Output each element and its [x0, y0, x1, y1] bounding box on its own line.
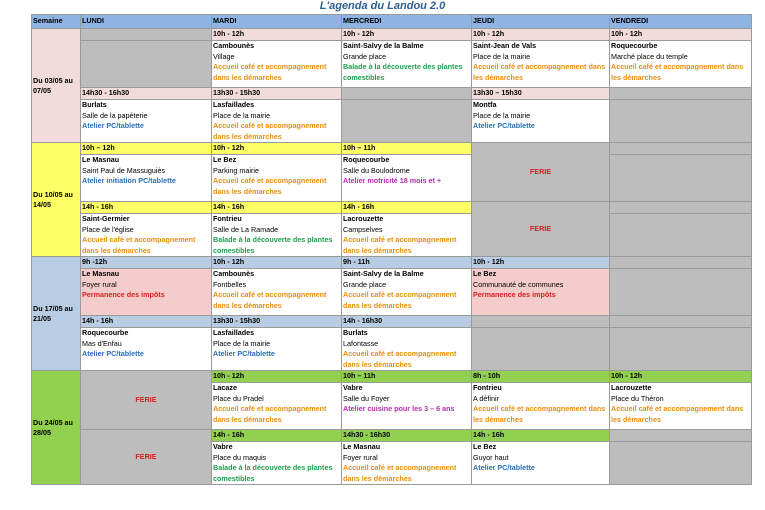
event-cell [81, 100, 212, 143]
time-slot: 10h - 12h [212, 257, 342, 269]
event-place: Mas d'Enfau [82, 338, 122, 348]
time-slot: 10h - 12h [212, 29, 342, 41]
event-cell [342, 214, 472, 257]
column-header-lundi: LUNDI [81, 15, 212, 29]
event-activity: Accueil café et accompagnement dans les démarches [213, 121, 327, 141]
time-slot: 10h – 12h [81, 143, 212, 155]
event-place: Place de la mairie [213, 110, 271, 120]
event-activity: Permanence des impôts [82, 290, 165, 299]
event-row [32, 155, 752, 202]
header-row [32, 15, 752, 29]
event-location: Saint-Jean de Vals [473, 41, 537, 50]
event-location: Le Masnau [343, 442, 381, 451]
event-activity: Atelier PC/tablette [473, 121, 535, 130]
event-activity: Balade à la découverte des plantes comestibles [343, 62, 463, 82]
event-location: Saint-Salvy de la Balme [343, 41, 424, 50]
agenda-table [31, 14, 752, 485]
time-row [32, 371, 752, 383]
week-label: Du 03/05 au 07/05 [32, 29, 81, 143]
time-slot [610, 202, 752, 214]
event-location: Montfa [473, 100, 497, 109]
page-title: L'agenda du Landou 2.0 [319, 0, 446, 12]
event-place: Grande place [343, 279, 387, 289]
event-cell [212, 155, 342, 202]
time-slot [472, 316, 610, 328]
event-place: Place de l'église [82, 224, 134, 234]
time-slot: 10h - 12h [342, 29, 472, 41]
event-cell [472, 383, 610, 430]
time-slot [610, 143, 752, 155]
event-cell [212, 383, 342, 430]
week-label: Du 24/05 au 28/05 [32, 371, 81, 485]
event-cell [342, 328, 472, 371]
event-location: Lacrouzette [343, 214, 384, 223]
empty-slot [610, 155, 752, 202]
time-slot: 10h – 11h [342, 371, 472, 383]
event-place: Place du maquis [213, 452, 267, 462]
event-place: Foyer rural [343, 452, 378, 462]
time-row [32, 29, 752, 41]
time-slot: 14h - 16h [342, 202, 472, 214]
time-slot: 10h - 12h [472, 29, 610, 41]
event-place: A définir [473, 393, 499, 403]
time-slot: 9h -12h [81, 257, 212, 269]
event-activity: Atelier PC/tablette [473, 463, 535, 472]
event-activity: Accueil café et accompagnement dans les démarches [611, 62, 744, 82]
time-row [32, 316, 752, 328]
time-slot: 10h - 12h [212, 143, 342, 155]
time-slot: 13h30 – 15h30 [472, 88, 610, 100]
event-cell [212, 442, 342, 485]
time-slot: 10h - 12h [472, 257, 610, 269]
time-slot [610, 88, 752, 100]
event-place: Lafontasse [343, 338, 379, 348]
empty-slot [610, 442, 752, 485]
event-row [32, 328, 752, 371]
event-location: Le Masnau [82, 155, 120, 164]
event-location: Fontrieu [213, 214, 242, 223]
event-cell [610, 41, 752, 88]
empty-slot [610, 214, 752, 257]
event-place: Foyer rural [82, 279, 117, 289]
event-cell [342, 442, 472, 485]
event-place: Salle du Boulodrome [343, 165, 410, 175]
time-slot [610, 316, 752, 328]
event-place: Saint Paul de Massuguiès [82, 165, 166, 175]
time-slot: 10h - 12h [610, 29, 752, 41]
event-place: Grande place [343, 51, 387, 61]
event-row [32, 41, 752, 88]
event-cell [81, 214, 212, 257]
event-activity: Balade à la découverte des plantes comestibles [213, 463, 333, 483]
event-location: Le Bez [213, 155, 237, 164]
time-row [32, 202, 752, 214]
event-location: Vabre [213, 442, 233, 451]
event-activity: Accueil café et accompagnement dans les démarches [213, 404, 327, 424]
event-activity: Atelier initiation PC/tablette [82, 176, 176, 185]
event-activity: Accueil café et accompagnement dans les démarches [611, 404, 744, 424]
empty-slot [342, 100, 472, 143]
event-cell [212, 328, 342, 371]
event-place: Parking mairie [213, 165, 259, 175]
empty-slot [610, 269, 752, 316]
event-location: Le Bez [473, 269, 497, 278]
event-location: Roquecourbe [611, 41, 658, 50]
event-activity: Accueil café et accompagnement dans les démarches [343, 463, 457, 483]
column-header-vendredi: VENDREDI [610, 15, 752, 29]
event-cell [81, 328, 212, 371]
event-row [32, 214, 752, 257]
event-activity: Atelier cuisine pour les 3 – 6 ans [343, 404, 455, 413]
week-label: Du 17/05 au 21/05 [32, 257, 81, 371]
event-activity: Accueil café et accompagnement dans les démarches [473, 62, 606, 82]
time-row [32, 257, 752, 269]
event-cell [212, 41, 342, 88]
event-cell [212, 100, 342, 143]
holiday-cell: FERIE [81, 430, 212, 485]
time-slot: 10h – 11h [342, 143, 472, 155]
event-activity: Atelier PC/tablette [82, 121, 144, 130]
time-slot: 14h - 16h [212, 202, 342, 214]
time-slot: 14h - 16h [81, 202, 212, 214]
week-label: Du 10/05 au 14/05 [32, 143, 81, 257]
empty-slot [610, 100, 752, 143]
event-cell [212, 214, 342, 257]
event-cell [342, 269, 472, 316]
event-location: Fontrieu [473, 383, 502, 392]
holiday-cell: FERIE [81, 371, 212, 430]
time-slot [610, 257, 752, 269]
event-place: Place de la mairie [473, 51, 531, 61]
empty-slot [610, 328, 752, 371]
event-cell [81, 269, 212, 316]
event-location: Lasfaillades [213, 100, 255, 109]
event-location: Saint-Salvy de la Balme [343, 269, 424, 278]
time-slot: 14h - 16h [81, 316, 212, 328]
time-row [32, 430, 752, 442]
event-activity: Accueil café et accompagnement dans les démarches [213, 290, 327, 310]
empty-slot [472, 328, 610, 371]
time-slot: 13h30 - 15h30 [212, 88, 342, 100]
event-location: Roquecourbe [82, 328, 129, 337]
event-place: Marché place du temple [611, 51, 688, 61]
column-header-semaine: Semaine [32, 15, 81, 29]
event-activity: Accueil café et accompagnement dans les démarches [343, 235, 457, 255]
event-location: Burlats [82, 100, 107, 109]
event-place: Village [213, 51, 235, 61]
time-slot: 10h - 12h [212, 371, 342, 383]
event-cell [342, 383, 472, 430]
time-row [32, 88, 752, 100]
event-cell [342, 155, 472, 202]
event-location: Saint-Germier [82, 214, 130, 223]
event-cell [342, 41, 472, 88]
time-slot: 9h - 11h [342, 257, 472, 269]
event-activity: Atelier PC/tablette [213, 349, 275, 358]
event-place: Place de la mairie [473, 110, 531, 120]
event-place: Place de la mairie [213, 338, 271, 348]
event-location: Lacaze [213, 383, 237, 392]
event-activity: Accueil café et accompagnement dans les démarches [343, 349, 457, 369]
event-location: Le Bez [473, 442, 497, 451]
event-place: Communauté de communes [473, 279, 564, 289]
agenda-body [32, 29, 752, 485]
holiday-cell: FERIE [472, 202, 610, 257]
event-activity: Balade à la découverte des plantes comestibles [213, 235, 333, 255]
event-place: Salle de la papèterie [82, 110, 148, 120]
event-location: Lasfaillades [213, 328, 255, 337]
time-slot: 14h30 - 16h30 [342, 430, 472, 442]
event-place: Campselves [343, 224, 383, 234]
time-slot: 10h - 12h [610, 371, 752, 383]
event-cell [212, 269, 342, 316]
event-place: Fontbelles [213, 279, 247, 289]
event-cell [610, 383, 752, 430]
event-activity: Atelier PC/tablette [82, 349, 144, 358]
event-place: Guyor haut [473, 452, 509, 462]
event-cell [472, 442, 610, 485]
event-location: Cambounès [213, 269, 255, 278]
event-location: Cambounès [213, 41, 255, 50]
event-activity: Accueil café et accompagnement dans les démarches [213, 62, 327, 82]
event-activity: Accueil café et accompagnement dans les démarches [343, 290, 457, 310]
event-activity: Permanence des impôts [473, 290, 556, 299]
event-cell [472, 100, 610, 143]
time-slot [81, 29, 212, 41]
event-activity: Accueil café et accompagnement dans les démarches [213, 176, 327, 196]
event-location: Roquecourbe [343, 155, 390, 164]
event-activity: Accueil café et accompagnement dans les démarches [82, 235, 196, 255]
time-slot: 14h30 - 16h30 [81, 88, 212, 100]
event-activity: Atelier motricité 18 mois et + [343, 176, 442, 185]
column-header-jeudi: JEUDI [472, 15, 610, 29]
event-place: Salle de La Ramade [213, 224, 279, 234]
event-place: Place du Théron [611, 393, 664, 403]
event-location: Le Masnau [82, 269, 120, 278]
holiday-cell: FERIE [472, 143, 610, 202]
time-slot [342, 88, 472, 100]
time-slot [610, 430, 752, 442]
event-location: Lacrouzette [611, 383, 652, 392]
time-slot: 14h - 16h [472, 430, 610, 442]
event-place: Salle du Foyer [343, 393, 390, 403]
time-row [32, 143, 752, 155]
time-slot: 13h30 - 15h30 [212, 316, 342, 328]
empty-slot [81, 41, 212, 88]
time-slot: 8h - 10h [472, 371, 610, 383]
event-cell [472, 41, 610, 88]
time-slot: 14h - 16h [212, 430, 342, 442]
time-slot: 14h - 16h30 [342, 316, 472, 328]
event-location: Burlats [343, 328, 368, 337]
event-row [32, 269, 752, 316]
event-cell [472, 269, 610, 316]
column-header-mercredi: MERCREDI [342, 15, 472, 29]
event-place: Place du Pradel [213, 393, 264, 403]
event-activity: Accueil café et accompagnement dans les démarches [473, 404, 606, 424]
column-header-mardi: MARDI [212, 15, 342, 29]
event-cell [81, 155, 212, 202]
event-row [32, 100, 752, 143]
event-location: Vabre [343, 383, 363, 392]
